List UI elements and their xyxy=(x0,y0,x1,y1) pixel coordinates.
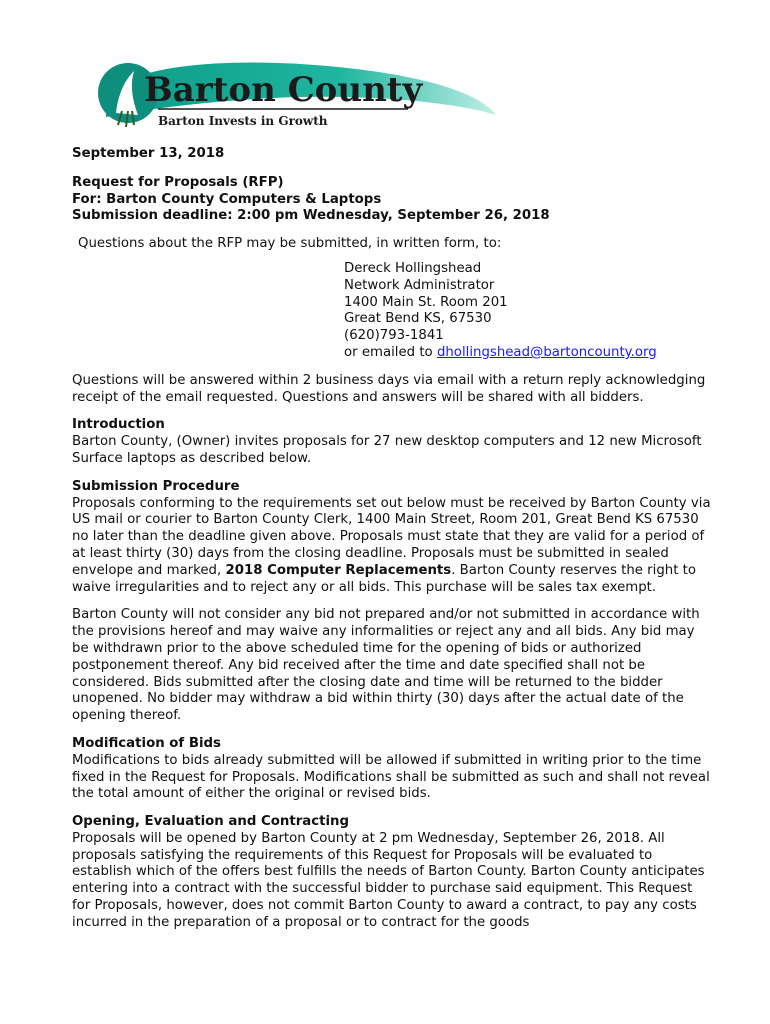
barton-county-logo xyxy=(78,55,498,135)
modification-body: Modifications to bids already submitted will be allowed if submitted in writing prior to the time fixed in the Request for Proposals. Modifications shall be submitted as such and shall not reveal the total amount of either the original or revised bids. xyxy=(72,752,710,802)
contact-city: Great Bend KS, 67530 xyxy=(344,311,492,327)
contact-title: Network Administrator xyxy=(344,277,495,293)
contact-email-line xyxy=(344,345,712,362)
opening-body: Proposals will be opened by Barton County at 2 pm Wednesday, September 26, 2018. All proposals satisfying the requirements of this Request for Proposals will be evaluated to establish which of the offers best fulfills the needs of Barton County. Barton County anticipates entering into a contract with the successful bidder to purchase said equipment. This Request for Proposals, however, does not commit Barton County to award a contract, to pay any costs incurred in the preparation of a proposal or to contract for the goods xyxy=(72,830,705,930)
contact-street: 1400 Main St. Room 201 xyxy=(344,294,508,310)
contact-email-link[interactable]: dhollingshead@bartoncounty.org xyxy=(436,344,657,360)
introduction-heading: Introduction xyxy=(72,417,165,433)
rfp-header-line-2: For: Barton County Computers & Laptops xyxy=(72,191,382,207)
rfp-header xyxy=(72,175,712,225)
document-date: September 13, 2018 xyxy=(72,146,225,161)
logo-title: Barton County xyxy=(144,70,423,110)
logo-tagline: Barton Invests in Growth xyxy=(158,114,328,128)
questions-intro: Questions about the RFP may be submitted, in written form, to: xyxy=(78,236,502,252)
rfp-header-line-3: Submission deadline: 2:00 pm Wednesday, September 26, 2018 xyxy=(72,208,550,224)
introduction-body: Barton County, (Owner) invites proposals for 27 new desktop computers and 12 new Microsoft Surface laptops as described below. xyxy=(72,434,702,466)
submission-body-pre: Proposals conforming to the requirements set out below must be received by Barton County via US mail or courier to Barton County Clerk, 1400 Main Street, Room 201, Great Bend KS 67530 no later than the deadline given above. Proposals must state that they are valid for a period of at least thirty (30) days from the closing deadline. Proposals must be submitted in sealed envelope and marked, xyxy=(72,495,711,578)
submission-paragraph-2: Barton County will not consider any bid not prepared and/or not submitted in accordance with the provisions hereof and may waive any informalities or reject any and all bids. Any bid may be withdrawn prior to the above scheduled time for the opening of bids or authorized postponement thereof. Any bid received after the time and date specified shall not be considered. Bids submitted after the closing date and time will be returned to the bidder unopened. No bidder may withdraw a bid within thirty (30) days after the actual date of the opening thereof. xyxy=(72,607,700,724)
contact-name: Dereck Hollingshead xyxy=(344,260,482,276)
modification-heading: Modification of Bids xyxy=(72,735,221,751)
submission-body-post: . Barton County reserves the right to waive irregularities and to reject any or all bids. This purchase will be sales tax exempt. xyxy=(72,562,696,595)
rfp-header-line-1: Request for Proposals (RFP) xyxy=(72,174,284,190)
document-body xyxy=(72,146,712,932)
submission-body xyxy=(72,496,712,597)
contact-phone: (620)793-1841 xyxy=(344,328,444,344)
opening-heading: Opening, Evaluation and Contracting xyxy=(72,814,350,830)
submission-heading: Submission Procedure xyxy=(72,478,240,494)
submission-marking: 2018 Computer Replacements xyxy=(225,562,452,578)
questions-answered-paragraph: Questions will be answered within 2 business days via email with a return reply acknowledging receipt of the email requested. Questions and answers will be shared with all bidders. xyxy=(72,372,706,405)
contact-email-prefix: or emailed to xyxy=(344,344,437,360)
contact-address xyxy=(344,261,712,362)
